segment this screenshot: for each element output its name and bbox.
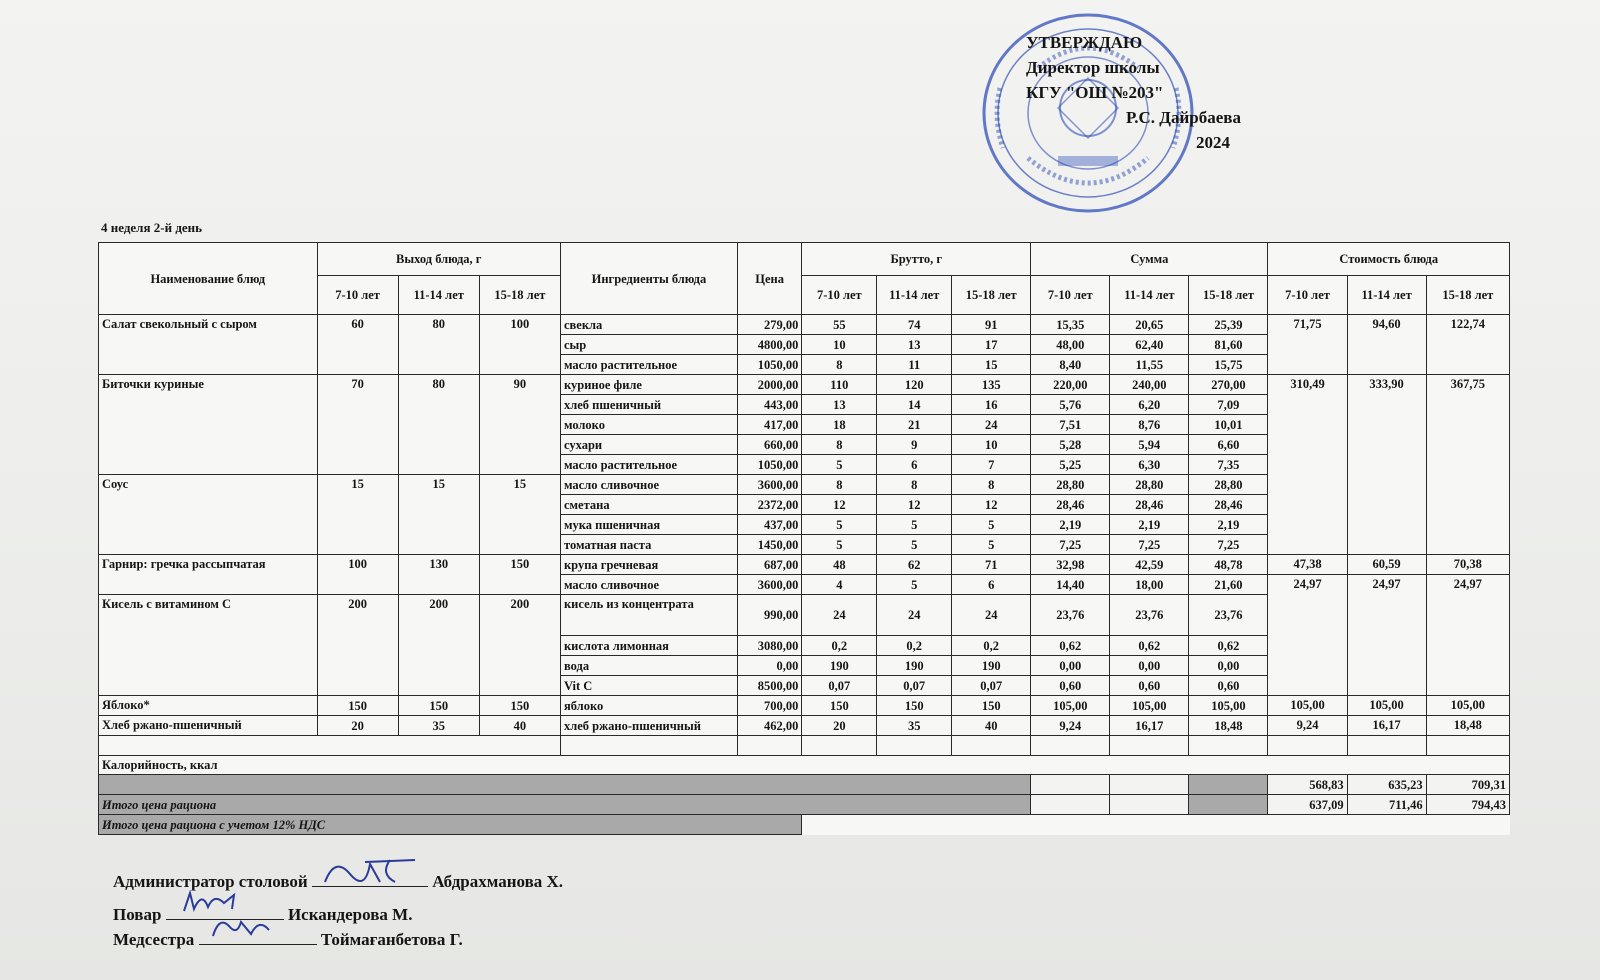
total-label-blank	[99, 775, 1031, 795]
gross-value: 4	[802, 575, 877, 595]
table-row	[99, 716, 1510, 736]
dish-name: Хлеб ржано-пшеничный	[99, 716, 318, 736]
gross-value: 13	[877, 335, 952, 355]
sum-value: 23,76	[1031, 595, 1110, 636]
total-vat-row	[99, 815, 1510, 835]
yield-value: 150	[398, 696, 479, 716]
ingredient-price: 4800,00	[737, 335, 802, 355]
ingredient-price: 990,00	[737, 595, 802, 636]
sum-value: 25,39	[1189, 315, 1268, 335]
total-label: Итого цена рациона	[99, 795, 1031, 815]
dish-cost: 310,49	[1268, 375, 1347, 555]
handwritten-signature	[207, 912, 287, 942]
gross-value: 13	[802, 395, 877, 415]
gross-value: 6	[877, 455, 952, 475]
ingredient-price: 417,00	[737, 415, 802, 435]
sum-value: 6,30	[1110, 455, 1189, 475]
gross-value: 5	[802, 535, 877, 555]
ingredient-price: 660,00	[737, 435, 802, 455]
gross-value: 190	[952, 656, 1031, 676]
gross-value: 150	[952, 696, 1031, 716]
sum-value: 240,00	[1110, 375, 1189, 395]
yield-value: 200	[317, 595, 398, 696]
sum-value: 20,65	[1110, 315, 1189, 335]
total-row	[99, 795, 1510, 815]
gross-value: 10	[802, 335, 877, 355]
sum-value: 2,19	[1110, 515, 1189, 535]
gross-value: 21	[877, 415, 952, 435]
sum-value: 48,00	[1031, 335, 1110, 355]
gross-value: 11	[877, 355, 952, 375]
total-vat-label: Итого цена рациона с учетом 12% НДС	[99, 815, 802, 835]
header-cost: Стоимость блюда	[1268, 243, 1510, 276]
yield-value: 20	[317, 716, 398, 736]
ingredient-name: сметана	[560, 495, 737, 515]
sum-value: 28,80	[1189, 475, 1268, 495]
ingredient-price: 279,00	[737, 315, 802, 335]
sum-value: 8,76	[1110, 415, 1189, 435]
total-vat-value: 794,43	[1426, 795, 1509, 815]
empty-cell	[737, 736, 802, 756]
header-age: 7-10 лет	[1031, 276, 1110, 315]
sum-value: 28,80	[1031, 475, 1110, 495]
ingredient-price: 687,00	[737, 555, 802, 575]
ingredient-name: сыр	[560, 335, 737, 355]
sum-value: 28,46	[1110, 495, 1189, 515]
yield-value: 70	[317, 375, 398, 475]
sum-value: 0,00	[1110, 656, 1189, 676]
yield-value: 80	[398, 315, 479, 375]
header-dish: Наименование блюд	[99, 243, 318, 315]
header-age: 7-10 лет	[317, 276, 398, 315]
ingredient-name: масло сливочное	[560, 575, 737, 595]
sum-value: 16,17	[1110, 716, 1189, 736]
sum-value: 5,25	[1031, 455, 1110, 475]
header-age: 7-10 лет	[1268, 276, 1347, 315]
gross-value: 5	[877, 535, 952, 555]
yield-value: 100	[317, 555, 398, 595]
dish-cost: 9,24	[1268, 716, 1347, 736]
yield-value: 150	[479, 555, 560, 595]
yield-value: 150	[317, 696, 398, 716]
sum-value: 7,51	[1031, 415, 1110, 435]
sum-value: 105,00	[1110, 696, 1189, 716]
ingredient-name: свекла	[560, 315, 737, 335]
sum-value: 28,46	[1189, 495, 1268, 515]
admin-role: Администратор столовой	[113, 872, 308, 891]
empty-cell	[99, 736, 561, 756]
total-value: 709,31	[1426, 775, 1509, 795]
ingredient-name: мука пшеничная	[560, 515, 737, 535]
gross-value: 8	[952, 475, 1031, 495]
ingredient-name: куриное филе	[560, 375, 737, 395]
gross-value: 150	[802, 696, 877, 716]
sum-value: 28,46	[1031, 495, 1110, 515]
dish-cost: 70,38	[1426, 555, 1509, 575]
gross-value: 9	[877, 435, 952, 455]
header-age: 15-18 лет	[1426, 276, 1509, 315]
approve-title: УТВЕРЖДАЮ	[1026, 33, 1143, 52]
gross-value: 10	[952, 435, 1031, 455]
header-age: 11-14 лет	[398, 276, 479, 315]
sum-value: 28,80	[1110, 475, 1189, 495]
yield-value: 150	[479, 696, 560, 716]
yield-value: 200	[398, 595, 479, 696]
ingredient-name: Vit C	[560, 676, 737, 696]
ingredient-name: сухари	[560, 435, 737, 455]
sum-value: 6,60	[1189, 435, 1268, 455]
ingredient-price: 700,00	[737, 696, 802, 716]
gross-value: 15	[952, 355, 1031, 375]
dish-name: Салат свекольный с сыром	[99, 315, 318, 375]
header-age: 15-18 лет	[479, 276, 560, 315]
gross-value: 12	[802, 495, 877, 515]
table-row	[99, 555, 1510, 575]
sum-value: 0,60	[1031, 676, 1110, 696]
dish-cost: 105,00	[1347, 696, 1426, 716]
gross-value: 135	[952, 375, 1031, 395]
dish-cost: 24,97	[1347, 575, 1426, 696]
empty-cell	[560, 736, 737, 756]
header-sum: Сумма	[1031, 243, 1268, 276]
sum-value: 21,60	[1189, 575, 1268, 595]
dish-cost: 105,00	[1426, 696, 1509, 716]
empty-row	[99, 736, 1510, 756]
sum-value: 5,28	[1031, 435, 1110, 455]
sum-value: 105,00	[1189, 696, 1268, 716]
gross-value: 8	[802, 435, 877, 455]
approve-year: 2024	[1196, 133, 1230, 152]
sum-value: 8,40	[1031, 355, 1110, 375]
gross-value: 5	[952, 515, 1031, 535]
sum-value: 7,25	[1110, 535, 1189, 555]
gross-value: 8	[802, 355, 877, 375]
ingredient-price: 3080,00	[737, 636, 802, 656]
gross-value: 24	[952, 595, 1031, 636]
empty-cell	[1031, 795, 1110, 815]
sum-value: 0,62	[1189, 636, 1268, 656]
header-yield: Выход блюда, г	[317, 243, 560, 276]
gross-value: 5	[802, 515, 877, 535]
yield-value: 200	[479, 595, 560, 696]
dish-cost: 18,48	[1426, 716, 1509, 736]
sum-value: 23,76	[1110, 595, 1189, 636]
dish-cost: 71,75	[1268, 315, 1347, 375]
signature-line	[312, 872, 428, 887]
empty-cell	[802, 815, 1510, 835]
gross-value: 74	[877, 315, 952, 335]
dish-cost: 60,59	[1347, 555, 1426, 575]
gross-value: 20	[802, 716, 877, 736]
gross-value: 8	[877, 475, 952, 495]
header-age: 11-14 лет	[877, 276, 952, 315]
ingredient-name: кисель из концентрата	[560, 595, 737, 636]
yield-value: 35	[398, 716, 479, 736]
approve-org: КГУ "ОШ №203"	[1026, 83, 1164, 102]
gross-value: 0,2	[952, 636, 1031, 656]
header-age: 15-18 лет	[952, 276, 1031, 315]
gross-value: 190	[877, 656, 952, 676]
dish-cost: 333,90	[1347, 375, 1426, 555]
handwritten-signature	[320, 854, 420, 888]
ingredient-price: 3600,00	[737, 475, 802, 495]
sum-value: 7,09	[1189, 395, 1268, 415]
signature-line	[199, 930, 317, 945]
sum-value: 0,60	[1110, 676, 1189, 696]
ingredient-price: 462,00	[737, 716, 802, 736]
ingredient-price: 1450,00	[737, 535, 802, 555]
ingredient-price: 1050,00	[737, 355, 802, 375]
yield-value: 40	[479, 716, 560, 736]
ingredient-name: молоко	[560, 415, 737, 435]
gross-value: 190	[802, 656, 877, 676]
dish-cost: 16,17	[1347, 716, 1426, 736]
header-age: 11-14 лет	[1110, 276, 1189, 315]
empty-cell	[877, 736, 952, 756]
empty-cell	[1110, 795, 1189, 815]
dish-name: Гарнир: гречка рассыпчатая	[99, 555, 318, 595]
gross-value: 150	[877, 696, 952, 716]
table-row	[99, 315, 1510, 335]
sum-value: 0,00	[1031, 656, 1110, 676]
dish-cost: 47,38	[1268, 555, 1347, 575]
header-price: Цена	[737, 243, 802, 315]
sum-value: 2,19	[1189, 515, 1268, 535]
empty-cell	[1347, 736, 1426, 756]
gross-value: 55	[802, 315, 877, 335]
week-label: 4 неделя 2-й день	[101, 220, 203, 235]
dish-name: Соус	[99, 475, 318, 555]
gross-value: 0,07	[877, 676, 952, 696]
menu-table	[98, 242, 1510, 835]
sum-value: 18,00	[1110, 575, 1189, 595]
dish-cost: 24,97	[1268, 575, 1347, 696]
sum-value: 15,75	[1189, 355, 1268, 375]
gross-value: 12	[877, 495, 952, 515]
ingredient-price: 2000,00	[737, 375, 802, 395]
ingredient-price: 3600,00	[737, 575, 802, 595]
empty-cell	[802, 736, 877, 756]
gross-value: 8	[802, 475, 877, 495]
gross-value: 12	[952, 495, 1031, 515]
ingredient-name: крупа гречневая	[560, 555, 737, 575]
ingredient-name: томатная паста	[560, 535, 737, 555]
sum-value: 14,40	[1031, 575, 1110, 595]
cook-name: Искандерова М.	[287, 905, 413, 924]
sum-value: 11,55	[1110, 355, 1189, 375]
ingredient-name: масло растительное	[560, 355, 737, 375]
approve-position: Директор школы	[1026, 58, 1160, 77]
sum-value: 0,60	[1189, 676, 1268, 696]
yield-value: 15	[317, 475, 398, 555]
admin-name: Абдрахманова Х.	[432, 872, 564, 891]
ingredient-name: масло сливочное	[560, 475, 737, 495]
sum-value: 2,19	[1031, 515, 1110, 535]
dish-name: Яблоко*	[99, 696, 318, 716]
gross-value: 120	[877, 375, 952, 395]
dish-cost: 94,60	[1347, 315, 1426, 375]
calories-label: Калорийность, ккал	[99, 756, 1510, 775]
sum-value: 32,98	[1031, 555, 1110, 575]
yield-value: 15	[398, 475, 479, 555]
sum-value: 42,59	[1110, 555, 1189, 575]
gross-value: 17	[952, 335, 1031, 355]
sum-value: 7,35	[1189, 455, 1268, 475]
dish-name: Кисель с витамином С	[99, 595, 318, 696]
sum-value: 0,62	[1031, 636, 1110, 656]
sum-value: 7,25	[1031, 535, 1110, 555]
ingredient-name: яблоко	[560, 696, 737, 716]
header-ingredients: Ингредиенты блюда	[560, 243, 737, 315]
gross-value: 14	[877, 395, 952, 415]
empty-cell	[1031, 736, 1110, 756]
yield-value: 60	[317, 315, 398, 375]
gross-value: 110	[802, 375, 877, 395]
gross-value: 5	[952, 535, 1031, 555]
gross-value: 40	[952, 716, 1031, 736]
gross-value: 5	[877, 515, 952, 535]
gross-value: 0,07	[802, 676, 877, 696]
yield-value: 80	[398, 375, 479, 475]
gross-value: 24	[802, 595, 877, 636]
cook-role: Повар	[113, 905, 162, 924]
gross-value: 0,07	[952, 676, 1031, 696]
ingredient-name: хлеб пшеничный	[560, 395, 737, 415]
dish-cost: 122,74	[1426, 315, 1509, 375]
header-gross: Брутто, г	[802, 243, 1031, 276]
sum-value: 6,20	[1110, 395, 1189, 415]
ingredient-name: кислота лимонная	[560, 636, 737, 656]
sum-value: 270,00	[1189, 375, 1268, 395]
sum-value: 62,40	[1110, 335, 1189, 355]
total-value: 635,23	[1347, 775, 1426, 795]
signature-nurse	[113, 930, 463, 950]
dish-cost: 105,00	[1268, 696, 1347, 716]
total-value: 568,83	[1268, 775, 1347, 795]
gross-value: 5	[802, 455, 877, 475]
sum-value: 0,00	[1189, 656, 1268, 676]
empty-cell	[1268, 736, 1347, 756]
empty-cell	[1110, 736, 1189, 756]
gross-value: 24	[877, 595, 952, 636]
sum-value: 5,94	[1110, 435, 1189, 455]
ingredient-price: 8500,00	[737, 676, 802, 696]
empty-cell	[1031, 775, 1110, 795]
gross-value: 18	[802, 415, 877, 435]
ingredient-name: масло растительное	[560, 455, 737, 475]
nurse-name: Тоймағанбетова Г.	[320, 930, 463, 949]
ingredient-price: 2372,00	[737, 495, 802, 515]
sum-value: 5,76	[1031, 395, 1110, 415]
gross-value: 6	[952, 575, 1031, 595]
header-age: 7-10 лет	[802, 276, 877, 315]
empty-cell	[1189, 775, 1268, 795]
sum-value: 105,00	[1031, 696, 1110, 716]
approval-block	[1026, 30, 1241, 155]
calories-row	[99, 756, 1510, 775]
ingredient-price: 0,00	[737, 656, 802, 676]
sum-value: 18,48	[1189, 716, 1268, 736]
sum-value: 81,60	[1189, 335, 1268, 355]
table-row	[99, 696, 1510, 716]
sum-value: 7,25	[1189, 535, 1268, 555]
ingredient-price: 1050,00	[737, 455, 802, 475]
gross-value: 35	[877, 716, 952, 736]
total-vat-value: 711,46	[1347, 795, 1426, 815]
gross-value: 71	[952, 555, 1031, 575]
yield-value: 15	[479, 475, 560, 555]
ingredient-name: хлеб ржано-пшеничный	[560, 716, 737, 736]
approve-name: Р.С. Дайрбаева	[1126, 108, 1241, 127]
gross-value: 0,2	[877, 636, 952, 656]
ingredient-price: 443,00	[737, 395, 802, 415]
sum-value: 10,01	[1189, 415, 1268, 435]
sum-value: 15,35	[1031, 315, 1110, 335]
gross-value: 16	[952, 395, 1031, 415]
total-vat-value: 637,09	[1268, 795, 1347, 815]
gross-value: 24	[952, 415, 1031, 435]
sum-value: 220,00	[1031, 375, 1110, 395]
dish-name: Биточки куриные	[99, 375, 318, 475]
total-row	[99, 775, 1510, 795]
gross-value: 48	[802, 555, 877, 575]
empty-cell	[1189, 736, 1268, 756]
yield-value: 130	[398, 555, 479, 595]
yield-value: 90	[479, 375, 560, 475]
dish-cost: 367,75	[1426, 375, 1509, 555]
sum-value: 48,78	[1189, 555, 1268, 575]
sum-value: 0,62	[1110, 636, 1189, 656]
yield-value: 100	[479, 315, 560, 375]
gross-value: 0,2	[802, 636, 877, 656]
sum-value: 23,76	[1189, 595, 1268, 636]
empty-cell	[1426, 736, 1509, 756]
gross-value: 5	[877, 575, 952, 595]
header-age: 11-14 лет	[1347, 276, 1426, 315]
gross-value: 62	[877, 555, 952, 575]
header-age: 15-18 лет	[1189, 276, 1268, 315]
table-row	[99, 375, 1510, 395]
empty-cell	[1110, 775, 1189, 795]
empty-cell	[1189, 795, 1268, 815]
ingredient-price: 437,00	[737, 515, 802, 535]
sum-value: 9,24	[1031, 716, 1110, 736]
ingredient-name: вода	[560, 656, 737, 676]
dish-cost: 24,97	[1426, 575, 1509, 696]
nurse-role: Медсестра	[113, 930, 195, 949]
gross-value: 7	[952, 455, 1031, 475]
gross-value: 91	[952, 315, 1031, 335]
empty-cell	[952, 736, 1031, 756]
